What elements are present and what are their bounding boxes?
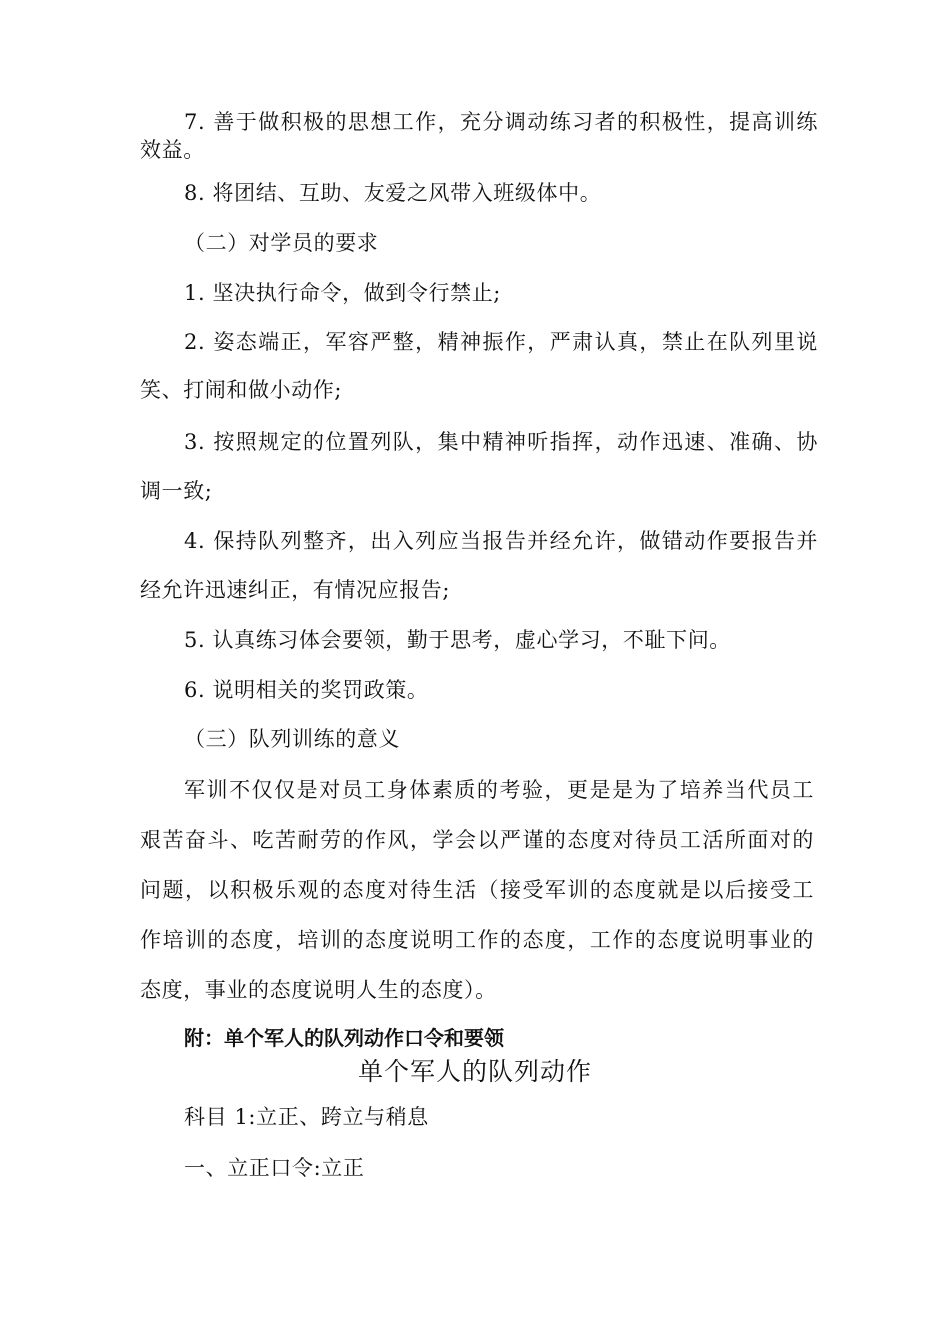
section-2-heading: （二）对学员的要求 [184, 231, 379, 255]
meaning-paragraph-line-2: 艰苦奋斗、吃苦耐劳的作风，学会以严谨的态度对待员工活所面对的 [140, 828, 814, 852]
requirement-4-line-1: 4. 保持队列整齐，出入列应当报告并经允许，做错动作要报告并 [184, 529, 818, 553]
item-7-line-1: 7. 善于做积极的思想工作，充分调动练习者的积极性，提高训练 [184, 110, 818, 134]
requirement-6: 6. 说明相关的奖罚政策。 [184, 678, 429, 702]
requirement-5: 5. 认真练习体会要领，勤于思考，虚心学习，不耻下问。 [184, 628, 731, 652]
requirement-3-line-2: 调一致; [140, 479, 213, 503]
subject-1-item-1: 一、立正口令:立正 [184, 1156, 365, 1180]
requirement-2-line-1: 2. 姿态端正，军容严整，精神振作，严肃认真，禁止在队列里说 [184, 330, 818, 354]
meaning-paragraph-line-5: 态度，事业的态度说明人生的态度）。 [140, 978, 497, 1002]
appendix-note: 附：单个军人的队列动作口令和要领 [184, 1026, 504, 1050]
subject-1-heading: 科目 1:立正、跨立与稍息 [184, 1105, 429, 1129]
meaning-paragraph-line-3: 问题，以积极乐观的态度对待生活（接受军训的态度就是以后接受工 [140, 878, 814, 902]
item-7-line-2: 效益。 [140, 138, 205, 162]
requirement-3-line-1: 3. 按照规定的位置列队，集中精神听指挥，动作迅速、准确、协 [184, 430, 818, 454]
section-3-heading: （三）队列训练的意义 [184, 727, 400, 751]
item-8: 8. 将团结、互助、友爱之风带入班级体中。 [184, 181, 602, 205]
meaning-paragraph-line-4: 作培训的态度，培训的态度说明工作的态度，工作的态度说明事业的 [140, 928, 814, 952]
requirement-4-line-2: 经允许迅速纠正，有情况应报告; [140, 578, 451, 602]
requirement-2-line-2: 笑、打闹和做小动作; [140, 378, 343, 402]
meaning-paragraph-line-1: 军训不仅仅是对员工身体素质的考验，更是是为了培养当代员工 [184, 778, 814, 802]
requirement-1: 1. 坚决执行命令，做到令行禁止; [184, 281, 501, 305]
appendix-title: 单个军人的队列动作 [357, 1057, 592, 1086]
